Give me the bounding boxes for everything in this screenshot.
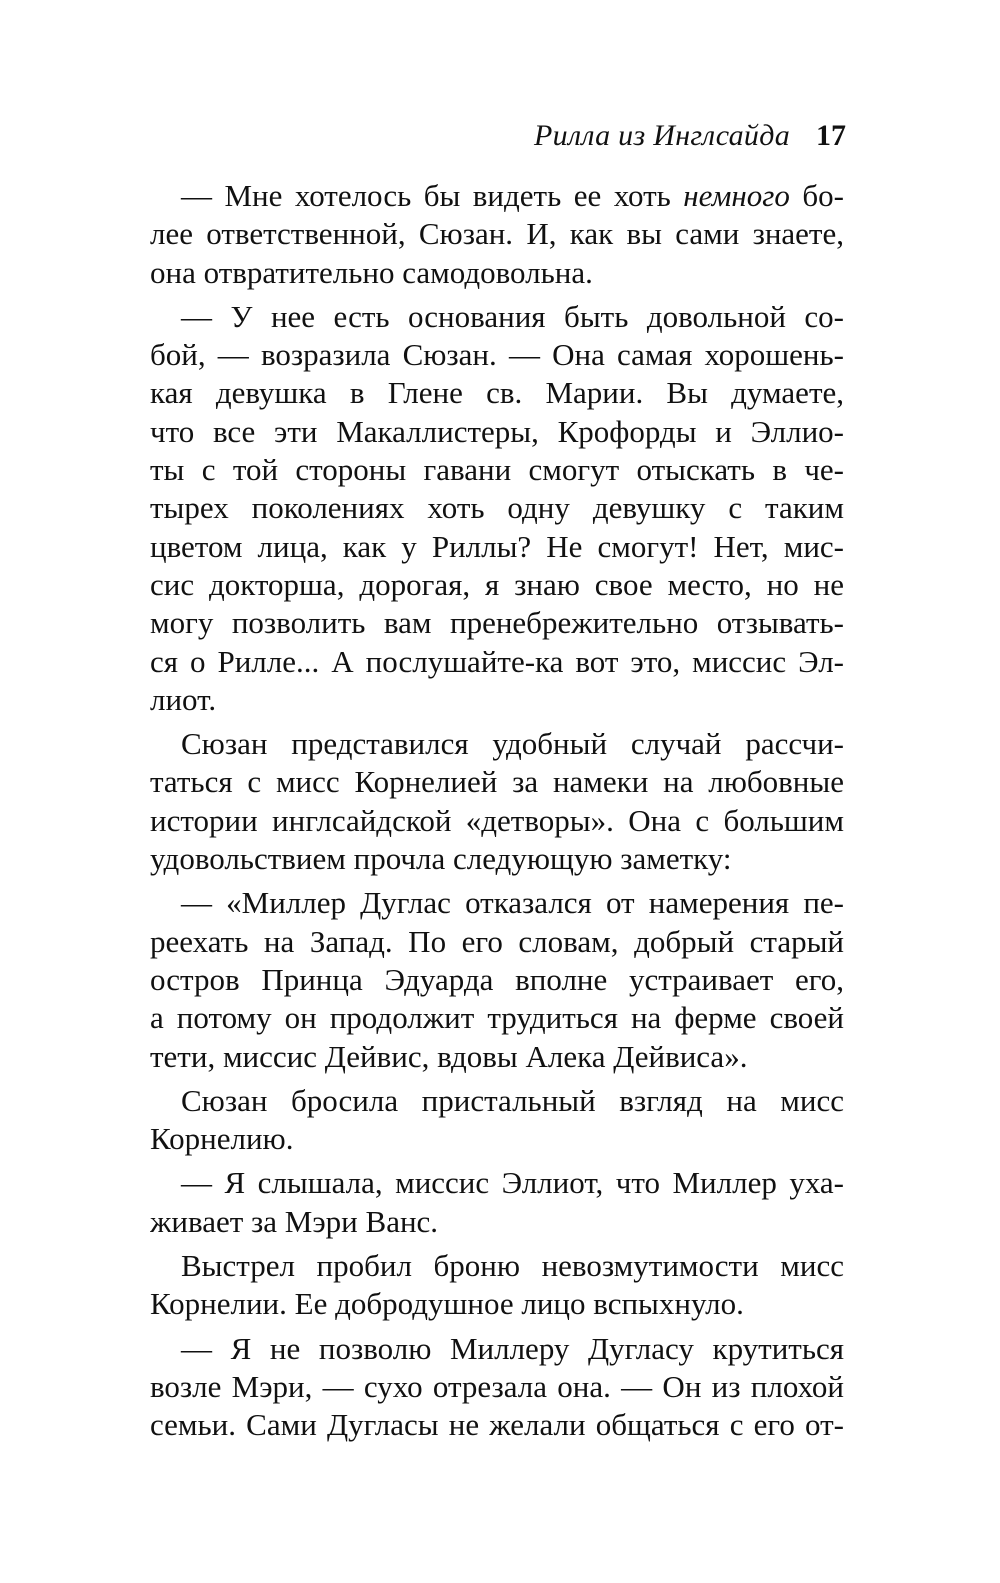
running-head xyxy=(150,116,846,156)
text-line: бой, — возразила Сюзан. — Она самая хорошень- xyxy=(150,337,844,373)
text-line: таться с мисс Корнелией за намеки на любовные xyxy=(150,764,844,800)
text-line: лее ответственной, Сюзан. И, как вы сами знаете, xyxy=(150,216,844,252)
text-line: — Я слышала, миссис Эллиот, что Миллер уха- xyxy=(181,1165,844,1201)
text-line: семьи. Сами Дугласы не желали общаться с его от- xyxy=(150,1407,844,1443)
text-line xyxy=(150,177,844,215)
text-line: ся о Рилле... А послушайте-ка вот это, миссис Эл- xyxy=(150,643,844,679)
body-text xyxy=(150,177,844,1445)
line-text: бо- xyxy=(789,178,844,213)
text-line: Корнелии. Ее добродушное лицо вспыхнуло. xyxy=(150,1286,744,1322)
text-line: сис докторша, дорогая, я знаю свое место, но не xyxy=(150,566,844,602)
text-line: лиот. xyxy=(150,681,217,717)
text-line: остров Принца Эдуарда вполне устраивает его, xyxy=(150,961,844,997)
text-line: Сюзан бросила пристальный взгляд на мисс xyxy=(181,1082,844,1118)
emphasis-text: немного xyxy=(683,178,790,213)
text-line: цветом лица, как у Риллы? Не смогут! Нет, мис- xyxy=(150,528,844,564)
text-line: Выстрел пробил броню невозмутимости мисс xyxy=(181,1248,844,1284)
text-line: удовольствием прочла следующую заметку: xyxy=(150,841,732,877)
text-line: тырех поколениях хоть одну девушку с таким xyxy=(150,490,844,526)
text-line: истории инглсайдской «детворы». Она с большим xyxy=(150,802,844,838)
text-line: Корнелию. xyxy=(150,1121,294,1157)
text-line: кая девушка в Глене св. Марии. Вы думаете, xyxy=(150,375,844,411)
text-line: — У нее есть основания быть довольной со- xyxy=(181,298,844,334)
text-line: могу позволить вам пренебрежительно отзывать- xyxy=(150,605,844,641)
page-number: 17 xyxy=(816,119,846,152)
text-line: возле Мэри, — сухо отрезала она. — Он из плохой xyxy=(150,1368,844,1404)
text-line: она отвратительно самодовольна. xyxy=(150,254,593,290)
text-line: реехать на Запад. По его словам, добрый старый xyxy=(150,923,844,959)
text-line: живает за Мэри Ванс. xyxy=(150,1203,439,1239)
text-line: — Я не позволю Миллеру Дугласу крутиться xyxy=(181,1330,844,1366)
text-line: Сюзан представился удобный случай рассчи- xyxy=(181,726,844,762)
line-text: — Мне хотелось бы видеть ее хоть xyxy=(181,178,684,213)
running-title: Рилла из Инглсайда xyxy=(534,119,790,152)
text-line: ты с той стороны гавани смогут отыскать в че- xyxy=(150,452,844,488)
text-line: — «Миллер Дуглас отказался от намерения пе- xyxy=(181,885,844,921)
text-line: тети, миссис Дейвис, вдовы Алека Дейвиса». xyxy=(150,1038,748,1074)
text-line: а потому он продолжит трудиться на ферме своей xyxy=(150,1000,844,1036)
text-line: что все эти Макаллистеры, Крофорды и Эллио- xyxy=(150,413,844,449)
